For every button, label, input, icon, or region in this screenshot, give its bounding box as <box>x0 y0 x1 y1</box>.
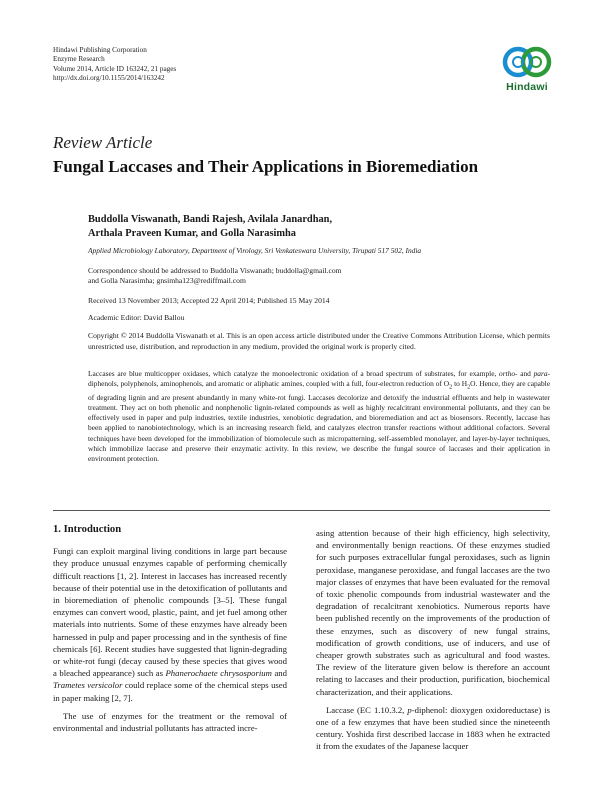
abstract-text-4: to H <box>452 379 468 389</box>
doi-link[interactable]: http://dx.doi.org/10.1155/2014/163242 <box>53 74 165 83</box>
abstract-sub-1: 2 <box>449 384 453 391</box>
hindawi-rings-icon <box>501 44 553 80</box>
intro-p4-text-a: Laccase (EC 1.10.3.2, <box>326 704 408 715</box>
correspondence-line-1: Correspondence should be addressed to Buddolla Viswanath; buddolla@gmail.com <box>88 266 342 275</box>
intro-p1-and: and <box>271 668 287 679</box>
section-divider <box>53 510 550 511</box>
correspondence <box>88 266 550 287</box>
article-type: Review Article <box>53 133 153 152</box>
intro-paragraph-1 <box>53 545 287 704</box>
academic-editor: Academic Editor: David Ballou <box>88 313 185 322</box>
author-list <box>88 213 550 241</box>
intro-p4-text-b: -diphenol: dioxygen oxidoreductase) is one of a few enzymes that have been studied since the nineteenth century. Yoshida first described laccase in 1883 when he extracted it from the exudates of the Japanese lacquer <box>316 704 550 752</box>
right-column <box>316 527 550 753</box>
intro-p1-end: could replace some of the chemical steps used in paper making [2, 7]. <box>53 680 287 703</box>
left-column <box>53 524 287 734</box>
publication-dates: Received 13 November 2013; Accepted 22 April 2014; Published 15 May 2014 <box>88 296 330 305</box>
authors-line-2: Arthala Praveen Kumar, and Golla Narasimha <box>88 228 297 239</box>
abstract-text-2: - and <box>515 369 534 378</box>
species-name-2: Trametes versicolor <box>53 680 123 691</box>
volume-info: Volume 2014, Article ID 163242, 21 pages <box>53 64 177 73</box>
copyright-notice: Copyright © 2014 Buddolla Viswanath et al. This is an open access article distributed under the Creative Commons Attribution License, which permits unrestricted use, distribution, and reproduction in any medium, provided the original work is properly cited. <box>88 331 550 351</box>
abstract-text-1: Laccases are blue multicopper oxidases, which catalyze the monoelectronic oxidation of a broad spectrum of substrates, for example, <box>88 369 500 378</box>
abstract <box>88 369 550 464</box>
journal-header <box>53 46 176 84</box>
abstract-ortho: ortho <box>499 369 516 378</box>
publisher-name: Hindawi Publishing Corporation <box>53 46 147 54</box>
abstract-para: para <box>533 369 548 378</box>
abstract-text-3: -diphenols, polyphenols, aminophenols, and aromatic or aliphatic amines, coupled with a full, four-electron reduction of O <box>88 369 550 389</box>
affiliation: Applied Microbiology Laboratory, Department of Virology, Sri Venkateswara University, Tirupati 517 502, India <box>88 246 422 255</box>
correspondence-line-2: and Golla Narasimha; gnsimha123@rediffmail.com <box>88 276 246 286</box>
intro-paragraph-3: asing attention because of their high efficiency, high selectivity, and environmentally benign reactions. Of these enzymes studied for such purposes extracellular fungal peroxidases, such as lignin peroxidase, manganese peroxidase, and fungal laccases are the two major classes of enzymes that have been evaluated for the removal of toxic phenolic compounds from industrial wastewater and the degradation of recalcitrant xenobiotics. Numerous reports have been published recently on the improvements of the production of these enzymes, such as discovery of new fungal strains, modification of growth conditions, use of inducers, and use of cheaper growth substrates such as agricultural and food wastes. The review of the literature given below is therefore an account relating to laccases and their production, purification, biochemical characterization, and their applications. <box>316 528 550 697</box>
authors-line-1: Buddolla Viswanath, Bandi Rajesh, Avilala Janardhan, <box>88 214 333 225</box>
intro-p4-italic-p: p <box>407 704 412 715</box>
section-heading-introduction: 1. Introduction <box>53 524 122 535</box>
abstract-sub-2: 2 <box>467 384 471 391</box>
hindawi-logo <box>497 44 557 93</box>
article-title: Fungal Laccases and Their Applications in Bioremediation <box>53 157 479 176</box>
intro-paragraph-4 <box>316 704 550 753</box>
species-name-1: Phanerochaete chrysosporium <box>165 668 272 679</box>
journal-name: Enzyme Research <box>53 55 105 64</box>
intro-paragraph-2: The use of enzymes for the treatment or the removal of environmental and industrial pollutants has attracted incre- <box>53 710 287 734</box>
abstract-text-5: O. Hence, they are capable of degrading lignin and are present abundantly in many white-rot fungi. Laccases decolorize and detoxify the industrial effluents and help in wastewater treatment. They act on both phenolic and nonphenolic lignin-related compounds as well as highly recalcitrant environmental pollutants, and they can be effectively used in paper and pulp industries, textile industries, xenobiotic degradation, and bioremediation and act as biosensors. Recently, laccase has been applied to nanobiotechnology, which is an increasing research field, and catalyzes electron transfer reactions without additional cofactors. Several techniques have been developed for the immobilization of biomolecule such as micropatterning, self-assembled monolayer, and layer-by-layer techniques, which immobilize laccase and preserve their enzymatic activity. In this review, we describe the fungal source of laccases and their application in environment protection. <box>88 379 550 464</box>
hindawi-logo-text: Hindawi <box>506 81 548 93</box>
intro-p1-text: Fungi can exploit marginal living conditions in large part because they produce unusual enzymes capable of performing chemically difficult reactions [1, 2]. Interest in laccases has increased recently because of their potential use in the detoxification of pollutants and in bioremediation of phenolic compounds [3–5]. These fungal enzymes can convert wood, plastic, paint, and jet fuel among other materials into nutrients. Some of these enzymes have already been harnessed in pulp and paper processing and in the synthesis of fine chemicals [6]. Recent studies have suggested that lignin-degrading or white-rot fungi (decay caused by these species that gives wood a bleached appearance) such as <box>53 546 288 679</box>
